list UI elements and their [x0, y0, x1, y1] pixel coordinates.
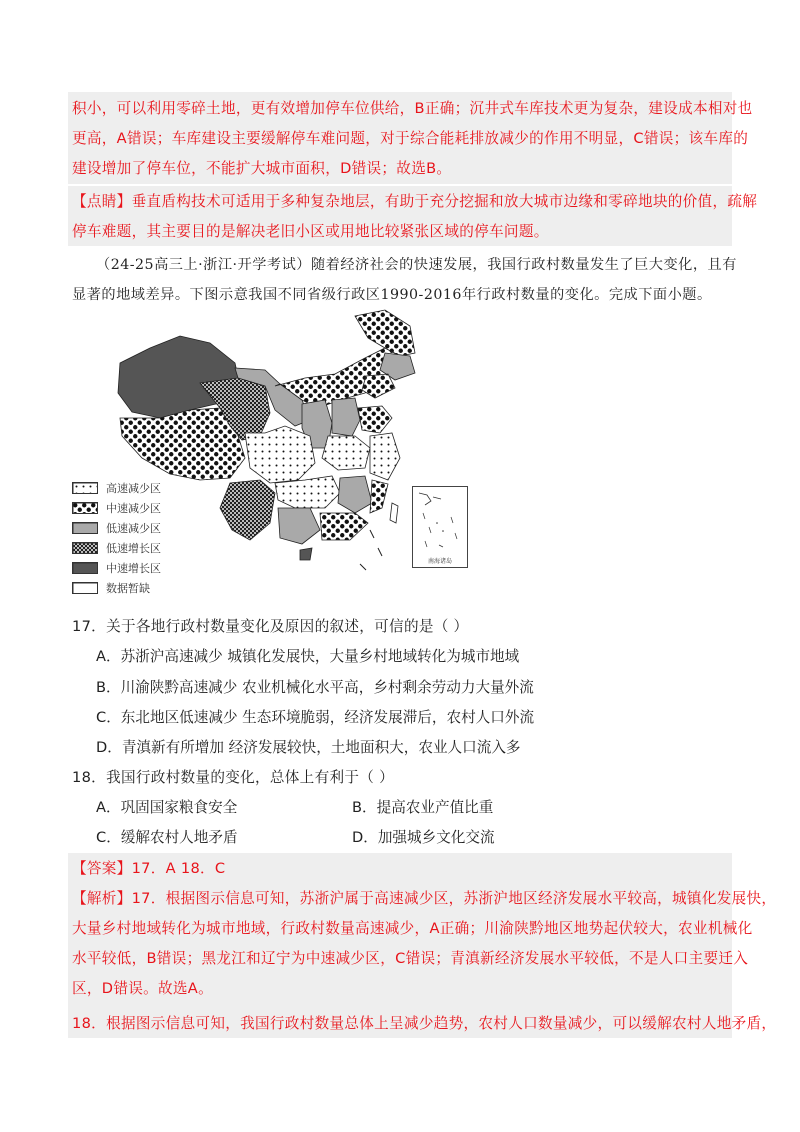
- analysis-tag: 【解析】: [72, 890, 132, 907]
- region-taiwan: [390, 503, 398, 523]
- legend-label-2: 中速减少区: [106, 502, 161, 515]
- continuation-line-2: 更高，A错误；车库建设主要缓解停车难问题，对于综合能耗排放减少的作用不明显，C错误；该车库的: [72, 130, 749, 147]
- region-guangdong: [320, 513, 368, 540]
- region-hainan: [300, 548, 312, 560]
- legend-label-3: 低速减少区: [106, 522, 161, 535]
- inset-svg: [413, 487, 467, 567]
- analysis-line-5: 18．根据图示信息可知，我国行政村数量总体上呈减少趋势，农村人口数量减少，可以缓解农村人地矛盾，: [72, 1015, 777, 1032]
- inset-label: 南海诸岛: [427, 558, 452, 565]
- analysis-line-4: 区，D错误。故选A。: [72, 980, 213, 997]
- q17-option-b: B．川渝陕黔高速减少 农业机械化水平高，乡村剩余劳动力大量外流: [96, 679, 534, 696]
- answer-tag: 【答案】: [72, 860, 132, 877]
- region-jiangsu-zhejiang: [370, 433, 400, 480]
- analysis-line-2: 大量乡村地域转化为城市地域，行政村数量高速减少，A正确；川渝陕黔地区地势起伏较大，农业机械化: [72, 920, 753, 937]
- analysis-line-1: [72, 887, 776, 908]
- analysis-text-1: 17．根据图示信息可知，苏浙沪属于高速减少区，苏浙沪地区经济发展水平较高，城镇化发展快，: [131, 890, 777, 907]
- legend-swatch-dark-gray: [72, 562, 98, 574]
- q18-stem: 18．我国行政村数量的变化，总体上有利于（ ）: [72, 769, 394, 786]
- region-jiangxi: [338, 476, 372, 513]
- legend-swatch-light-gray: [72, 522, 98, 534]
- legend-swatch-small-dots: [72, 482, 98, 494]
- dianjing-line-2: 停车难题，其主要目的是解决老旧小区或用地比较紧张区域的停车问题。: [72, 223, 549, 240]
- answer-line: [72, 857, 225, 878]
- legend-label-4: 低速增长区: [106, 542, 161, 555]
- legend-label-5: 中速增长区: [106, 562, 161, 575]
- legend-label-6: 数据暂缺: [106, 582, 150, 595]
- analysis-line-3: 水平较低，B错误；黑龙江和辽宁为中速减少区，C错误；青滇新经济发展水平较低，不是人口主要迁入: [72, 950, 749, 967]
- region-shanxi: [332, 398, 360, 436]
- q17-option-c: C．东北地区低速减少 生态环境脆弱，经济发展滞后，农村人口外流: [96, 709, 535, 726]
- region-yunnan: [220, 480, 275, 540]
- q17-option-a: A．苏浙沪高速减少 城镇化发展快，大量乡村地域转化为城市地域: [96, 648, 520, 665]
- region-guangxi: [278, 508, 320, 544]
- intro-line-1: （24-25高三上·浙江·开学考试）随着经济社会的快速发展，我国行政村数量发生了巨大变化，且有: [96, 257, 737, 273]
- south-china-sea-inset: [412, 486, 468, 568]
- dianjing-line-1: [72, 190, 757, 211]
- q18-option-b: B．提高农业产值比重: [352, 799, 494, 816]
- intro-line-2: 显著的地域差异。下图示意我国不同省级行政区1990-2016年行政村数量的变化。完成下面小题。: [72, 287, 712, 303]
- legend-swatch-white: [72, 582, 98, 594]
- q18-option-a: A．巩固国家粮食安全: [96, 799, 238, 816]
- south-sea-dashes: [360, 530, 382, 570]
- continuation-line-1: 积小，可以利用零碎土地，更有效增加停车位供给，B正确；沉井式车库技术更为复杂，建设成本相对也: [72, 100, 753, 117]
- legend-label-1: 高速减少区: [106, 482, 161, 495]
- region-shandong: [358, 406, 392, 433]
- legend-swatch-checker: [72, 542, 98, 554]
- q17-stem: 17．关于各地行政村数量变化及原因的叙述，可信的是（ ）: [72, 618, 469, 635]
- q18-option-c: C．缓解农村人地矛盾: [96, 829, 238, 846]
- region-liaoning: [362, 374, 395, 398]
- dianjing-text-1: 垂直盾构技术可适用于多种复杂地层，有助于充分挖掘和放大城市边缘和零碎地块的价值，疏解: [131, 193, 758, 210]
- continuation-line-3: 建设增加了停车位，不能扩大城市面积，D错误；故选B。: [72, 160, 452, 177]
- legend-swatch-big-dots: [72, 502, 98, 514]
- dianjing-tag: 【点睛】: [72, 193, 132, 210]
- q18-option-d: D．加强城乡文化交流: [352, 829, 495, 846]
- answer-text: 17．A 18．C: [131, 860, 226, 877]
- region-fujian: [370, 480, 388, 513]
- region-henan: [322, 436, 370, 470]
- region-sichuan: [245, 426, 315, 483]
- q17-option-d: D．青滇新有所增加 经济发展较快，土地面积大，农业人口流入多: [96, 739, 521, 756]
